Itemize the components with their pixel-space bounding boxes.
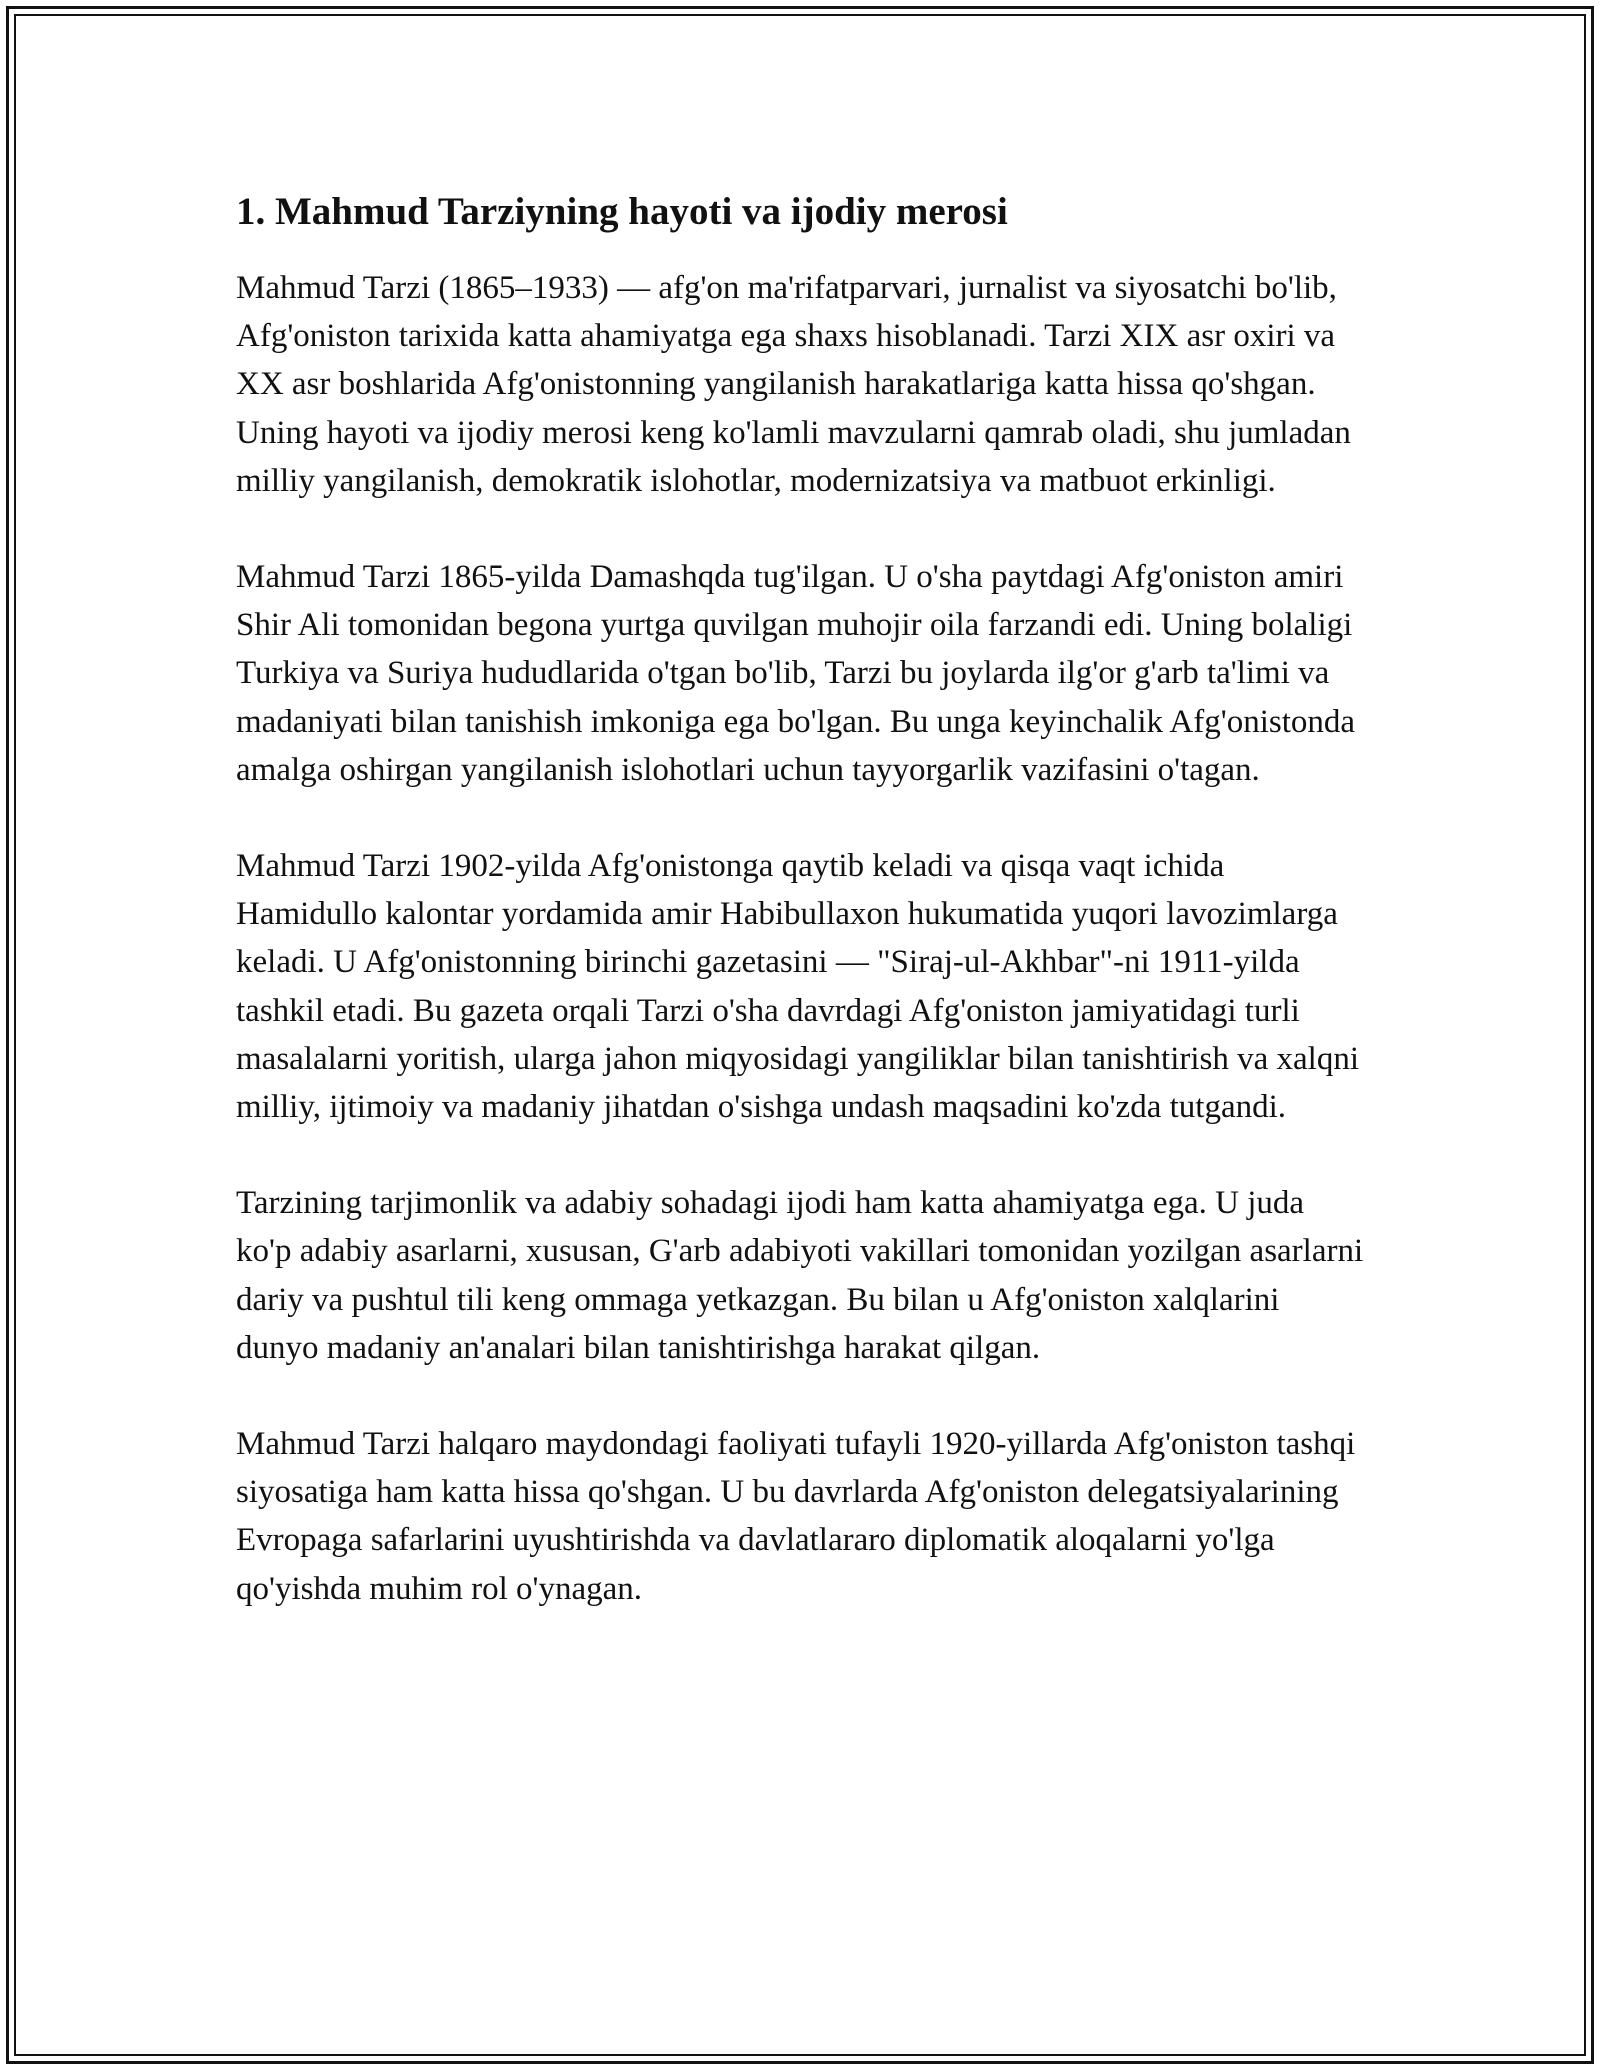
document-body <box>236 186 1366 1613</box>
paragraph-intro: Mahmud Tarzi (1865–1933) — afg'on ma'rifatparvari, jurnalist va siyosatchi bo'lib, Afg'oniston tarixida katta ahamiyatga ega shaxs hisoblanadi. Tarzi XIX asr oxiri va XX asr boshlarida Afg'onistonning yangilanish harakatlariga katta hissa qo'shgan. Uning hayoti va ijodiy merosi keng ko'lamli mavzularni qamrab oladi, shu jumladan milliy yangilanish, demokratik islohotlar, modernizatsiya va matbuot erkinligi. <box>236 270 1351 499</box>
paragraph-translation-work: Tarzining tarjimonlik va adabiy sohadagi ijodi ham katta ahamiyatga ega. U juda ko'p adabiy asarlarni, xususan, G'arb adabiyoti vakillari tomonidan yozilgan asarlarni dariy va pushtul tili keng ommaga yetkazgan. Bu bilan u Afg'oniston xalqlarini dunyo madaniy an'analari bilan tanishtirishga harakat qilgan. <box>236 1185 1364 1366</box>
paragraph-foreign-policy: Mahmud Tarzi halqaro maydondagi faoliyati tufayli 1920-yillarda Afg'oniston tashqi siyosatiga ham katta hissa qo'shgan. U bu davrlarda Afg'oniston delegatsiyalarining Evropaga safarlarini uyushtirishda va davlatlararo diplomatik aloqalarni yo'lga qo'yishda muhim rol o'ynagan. <box>236 1426 1356 1607</box>
paragraph-return-newspaper: Mahmud Tarzi 1902-yilda Afg'onistonga qaytib keladi va qisqa vaqt ichida Hamidullo kalontar yordamida amir Habibullaxon hukumatida yuqori lavozimlarga keladi. U Afg'onistonning birinchi gazetasini — "Siraj-ul-Akhbar"-ni 1911-yilda tashkil etadi. Bu gazeta orqali Tarzi o'sha davrdagi Afg'oniston jamiyatidagi turli masalalarni yoritish, ularga jahon miqyosidagi yangiliklar bilan tanishtirish va xalqni milliy, ijtimoiy va madaniy jihatdan o'sishga undash maqsadini ko'zda tutgandi. <box>236 848 1359 1126</box>
section-heading: 1. Mahmud Tarziyning hayoti va ijodiy merosi <box>236 190 1008 233</box>
paragraph-early-life: Mahmud Tarzi 1865-yilda Damashqda tug'ilgan. U o'sha paytdagi Afg'oniston amiri Shir Ali tomonidan begona yurtga quvilgan muhojir oila farzandi edi. Uning bolaligi Turkiya va Suriya hududlarida o'tgan bo'lib, Tarzi bu joylarda ilg'or g'arb ta'limi va madaniyati bilan tanishish imkoniga ega bo'lgan. Bu unga keyinchalik Afg'onistonda amalga oshirgan yangilanish islohotlari uchun tayyorgarlik vazifasini o'tagan. <box>236 559 1356 788</box>
